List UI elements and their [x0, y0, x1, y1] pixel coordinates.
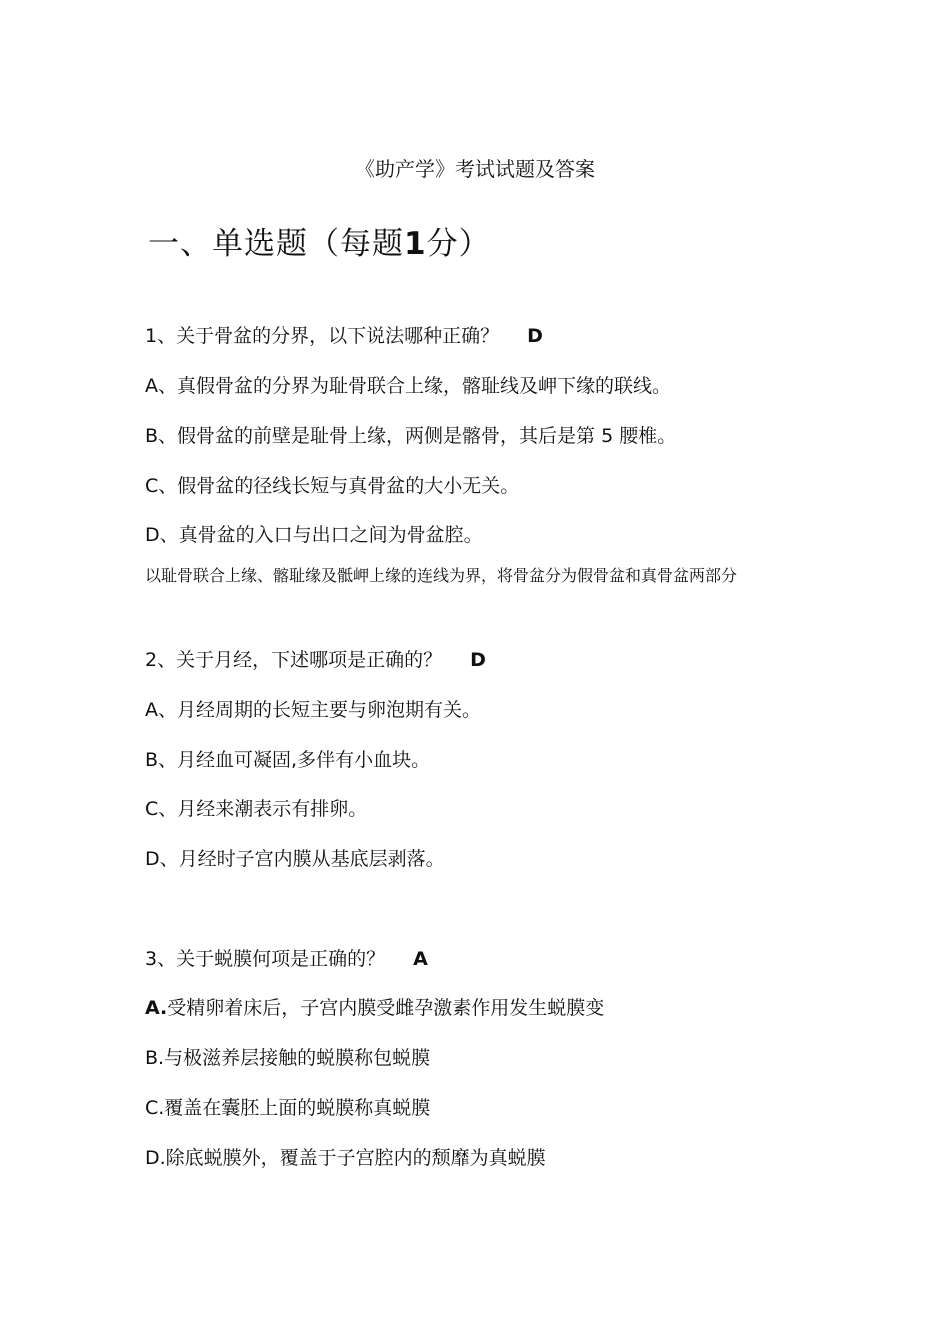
question-3-option-b: B.与极滋养层接触的蜕膜称包蜕膜: [145, 1047, 431, 1069]
section-heading-suffix: 分）: [426, 226, 491, 262]
question-2-option-c: C、月经来潮表示有排卵。: [145, 798, 368, 820]
option-letter: A.: [145, 997, 168, 1019]
question-stem-text: 2、关于月经，下述哪项是正确的？: [145, 649, 443, 671]
document-title: 《助产学》考试试题及答案: [355, 157, 595, 181]
question-answer: A: [413, 948, 428, 970]
question-1-explanation: 以耻骨联合上缘、髂耻缘及骶岬上缘的连线为界，将骨盆分为假骨盆和真骨盆两部分: [145, 566, 738, 585]
question-1-option-b: B、假骨盆的前壁是耻骨上缘，两侧是髂骨，其后是第 5 腰椎。: [145, 425, 677, 447]
question-2-stem: [145, 646, 486, 674]
question-1-option-a: A、真假骨盆的分界为耻骨联合上缘，髂耻线及岬下缘的联线。: [145, 375, 671, 397]
question-1-option-c: C、假骨盆的径线长短与真骨盆的大小无关。: [145, 475, 520, 497]
question-3-option-c: C.覆盖在囊胚上面的蜕膜称真蜕膜: [145, 1097, 431, 1119]
question-2-option-d: D、月经时子宫内膜从基底层剥落。: [145, 848, 445, 870]
question-3-option-d: D.除底蜕膜外，覆盖于子宫腔内的颓靡为真蜕膜: [145, 1147, 546, 1169]
question-stem-text: 1、关于骨盆的分界，以下说法哪种正确？: [145, 325, 500, 347]
section-heading-prefix: 一、单选题（每题: [148, 226, 404, 262]
section-heading-score: 1: [404, 226, 427, 262]
question-answer: D: [527, 325, 543, 347]
question-answer: D: [470, 649, 486, 671]
section-heading: [148, 222, 491, 266]
question-1-stem: [145, 322, 543, 350]
question-3-option-a: [145, 994, 604, 1022]
question-2-option-a: A、月经周期的长短主要与卵泡期有关。: [145, 699, 481, 721]
question-3-stem: [145, 945, 428, 973]
question-stem-text: 3、关于蜕膜何项是正确的？: [145, 948, 386, 970]
question-2-option-b: B、月经血可凝固,多伴有小血块。: [145, 749, 431, 771]
option-text: 受精卵着床后，子宫内膜受雌孕激素作用发生蜕膜变: [167, 997, 605, 1019]
question-1-option-d: D、真骨盆的入口与出口之间为骨盆腔。: [145, 524, 483, 546]
